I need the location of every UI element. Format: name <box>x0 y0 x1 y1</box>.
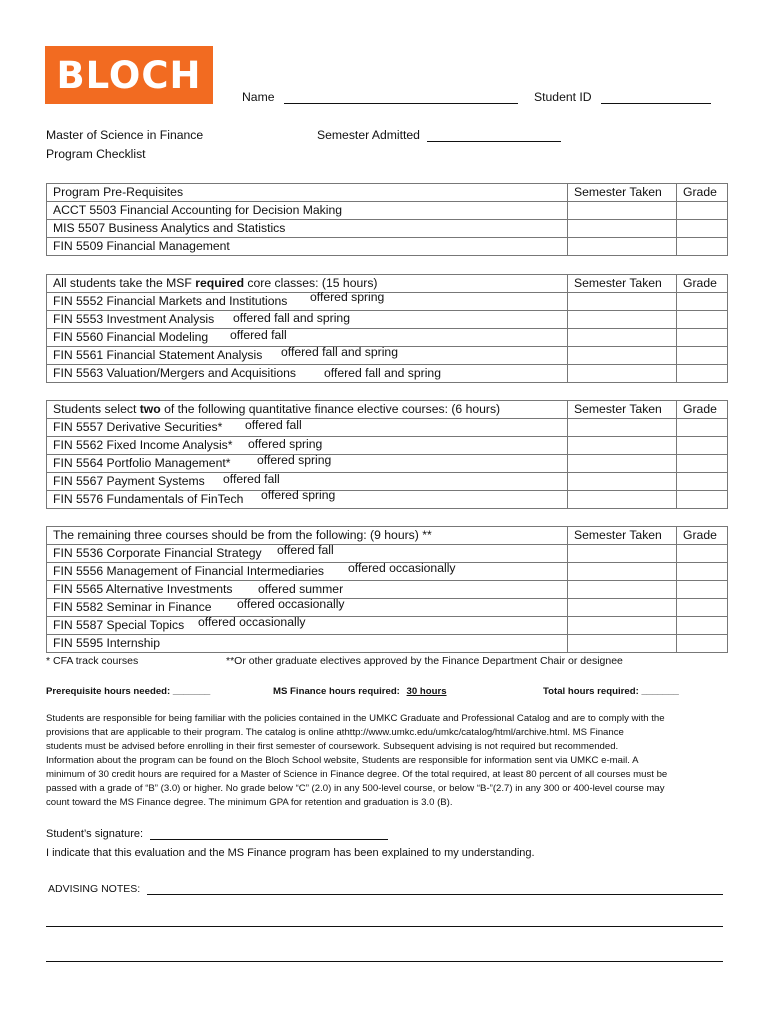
course-name: FIN 5595 Internship <box>47 635 568 653</box>
offering-note: offered spring <box>310 290 385 304</box>
offering-note: offered spring <box>257 453 332 467</box>
course-name: FIN 5562 Fixed Income Analysis* <box>47 437 568 455</box>
policy-line: count toward the MS Finance degree. The minimum GPA for retention and graduation is 3.0 (B). <box>46 797 453 808</box>
semester-admitted-blank[interactable] <box>427 141 561 142</box>
semester-cell[interactable] <box>568 473 677 491</box>
semester-taken-header: Semester Taken <box>568 184 677 202</box>
semester-cell[interactable] <box>568 491 677 509</box>
semester-admitted-field[interactable] <box>317 128 561 142</box>
grade-cell[interactable] <box>677 329 728 347</box>
grade-header: Grade <box>677 401 728 419</box>
table-row <box>47 635 728 653</box>
table-row <box>47 545 728 563</box>
advising-notes-field[interactable] <box>48 883 723 895</box>
table-row <box>47 220 728 238</box>
course-name: FIN 5552 Financial Markets and Institutions <box>47 293 568 311</box>
semester-cell[interactable] <box>568 293 677 311</box>
semester-cell[interactable] <box>568 329 677 347</box>
offering-note: offered spring <box>261 488 336 502</box>
advising-notes-line[interactable] <box>46 961 723 962</box>
offering-note: offered occasionally <box>348 561 456 575</box>
semester-cell[interactable] <box>568 202 677 220</box>
table-row <box>47 473 728 491</box>
offering-note: offered fall <box>245 418 302 432</box>
grade-cell[interactable] <box>677 473 728 491</box>
signature-blank[interactable] <box>150 839 388 840</box>
student-id-blank[interactable] <box>601 103 711 104</box>
table-header-row <box>47 275 728 293</box>
signature-field[interactable] <box>46 828 388 840</box>
policy-line: Students are responsible for being familiar with the policies contained in the UMKC Graduate and Professional Catalog and are to comply with the <box>46 713 665 724</box>
grade-cell[interactable] <box>677 347 728 365</box>
semester-cell[interactable] <box>568 635 677 653</box>
table-header-row <box>47 527 728 545</box>
course-name: FIN 5567 Payment Systems <box>47 473 568 491</box>
grade-cell[interactable] <box>677 599 728 617</box>
grade-header: Grade <box>677 275 728 293</box>
table-row <box>47 455 728 473</box>
table-header-row <box>47 184 728 202</box>
table-row <box>47 202 728 220</box>
semester-cell[interactable] <box>568 347 677 365</box>
offering-note: offered fall <box>277 543 334 557</box>
course-name: FIN 5556 Management of Financial Intermediaries <box>47 563 568 581</box>
quant-electives-table <box>46 400 728 509</box>
offering-note: offered occasionally <box>198 615 306 629</box>
offering-note: offered fall and spring <box>281 345 398 359</box>
total-hours <box>543 686 679 697</box>
section-heading: All students take the MSF required core classes: (15 hours) <box>47 275 568 293</box>
prereq-hours-blank[interactable]: _______ <box>172 686 211 697</box>
signature-label: Student’s signature: <box>46 828 144 840</box>
course-name: FIN 5564 Portfolio Management* <box>47 455 568 473</box>
course-name: FIN 5587 Special Topics <box>47 617 568 635</box>
semester-cell[interactable] <box>568 437 677 455</box>
course-name: MIS 5507 Business Analytics and Statistics <box>47 220 568 238</box>
total-hours-label: Total hours required: <box>543 686 639 697</box>
table-row <box>47 599 728 617</box>
grade-cell[interactable] <box>677 311 728 329</box>
advising-notes-blank[interactable] <box>147 894 723 895</box>
offering-note: offered fall and spring <box>324 366 441 380</box>
grade-cell[interactable] <box>677 635 728 653</box>
grade-cell[interactable] <box>677 581 728 599</box>
semester-cell[interactable] <box>568 220 677 238</box>
semester-cell[interactable] <box>568 238 677 256</box>
prerequisites-table <box>46 183 728 256</box>
semester-taken-header: Semester Taken <box>568 527 677 545</box>
advising-notes-label: ADVISING NOTES: <box>48 883 141 895</box>
course-name: FIN 5509 Financial Management <box>47 238 568 256</box>
table-row <box>47 491 728 509</box>
total-hours-blank[interactable]: _______ <box>641 686 679 697</box>
semester-cell[interactable] <box>568 599 677 617</box>
student-id-label: Student ID <box>534 90 592 104</box>
table-row <box>47 329 728 347</box>
prereq-hours <box>46 686 210 697</box>
semester-taken-header: Semester Taken <box>568 275 677 293</box>
course-name: FIN 5561 Financial Statement Analysis <box>47 347 568 365</box>
policy-line: minimum of 30 credit hours are required for a Master of Science in Finance degree. Of the total required, at least 80 percent of all courses must be <box>46 769 668 780</box>
prereq-hours-label: Prerequisite hours needed: <box>46 686 171 697</box>
grade-cell[interactable] <box>677 491 728 509</box>
ms-hours <box>273 686 447 697</box>
name-blank[interactable] <box>284 103 518 104</box>
semester-taken-header: Semester Taken <box>568 401 677 419</box>
semester-cell[interactable] <box>568 419 677 437</box>
semester-cell[interactable] <box>568 311 677 329</box>
offering-note: offered fall <box>223 472 280 486</box>
grade-cell[interactable] <box>677 220 728 238</box>
course-name: FIN 5536 Corporate Financial Strategy <box>47 545 568 563</box>
course-name: FIN 5553 Investment Analysis <box>47 311 568 329</box>
ms-hours-value: 30 hours <box>406 686 447 697</box>
semester-cell[interactable] <box>568 563 677 581</box>
name-field[interactable] <box>242 90 518 104</box>
policy-line: provisions that are applicable to their program. The catalog is online athttp://www.umkc.edu/umkc/catalog/html/archive.html. MS Finance <box>46 727 624 738</box>
course-name: FIN 5563 Valuation/Mergers and Acquisitions <box>47 365 568 383</box>
table-row <box>47 311 728 329</box>
grade-cell[interactable] <box>677 437 728 455</box>
semester-cell[interactable] <box>568 545 677 563</box>
semester-cell[interactable] <box>568 455 677 473</box>
course-name: FIN 5565 Alternative Investments <box>47 581 568 599</box>
table-row <box>47 617 728 635</box>
semester-admitted-label: Semester Admitted <box>317 128 420 142</box>
grade-cell[interactable] <box>677 563 728 581</box>
remaining-electives-table <box>46 526 728 653</box>
course-name: FIN 5560 Financial Modeling <box>47 329 568 347</box>
other-electives-footnote: **Or other graduate electives approved by the Finance Department Chair or designee <box>226 655 623 667</box>
page-title-line2: Program Checklist <box>46 147 146 161</box>
bloch-logo: BLOCH <box>45 46 213 104</box>
name-label: Name <box>242 90 275 104</box>
grade-cell[interactable] <box>677 419 728 437</box>
course-name: ACCT 5503 Financial Accounting for Decision Making <box>47 202 568 220</box>
table-row <box>47 581 728 599</box>
table-row <box>47 437 728 455</box>
section-heading: Program Pre-Requisites <box>47 184 568 202</box>
grade-cell[interactable] <box>677 202 728 220</box>
grade-cell[interactable] <box>677 365 728 383</box>
advising-notes-line[interactable] <box>46 926 723 927</box>
course-name: FIN 5582 Seminar in Finance <box>47 599 568 617</box>
policy-paragraph <box>46 712 726 810</box>
grade-header: Grade <box>677 527 728 545</box>
table-row <box>47 419 728 437</box>
course-name: FIN 5576 Fundamentals of FinTech <box>47 491 568 509</box>
offering-note: offered occasionally <box>237 597 345 611</box>
semester-cell[interactable] <box>568 365 677 383</box>
ms-hours-label: MS Finance hours required: <box>273 686 400 697</box>
section-heading: The remaining three courses should be from the following: (9 hours) ** <box>47 527 568 545</box>
table-row <box>47 238 728 256</box>
section-heading: Students select two of the following quantitative finance elective courses: (6 hours) <box>47 401 568 419</box>
policy-line: Information about the program can be found on the Bloch School website, Students are responsible for information sent via UMKC e-mail. A <box>46 755 639 766</box>
page-title-line1: Master of Science in Finance <box>46 128 204 142</box>
grade-cell[interactable] <box>677 455 728 473</box>
cfa-footnote: * CFA track courses <box>46 655 139 667</box>
table-row <box>47 293 728 311</box>
semester-cell[interactable] <box>568 581 677 599</box>
offering-note: offered spring <box>248 437 323 451</box>
student-id-field[interactable] <box>534 90 711 104</box>
table-header-row <box>47 401 728 419</box>
policy-line: students must be advised before enrolling in their first semester of coursework. Subsequent advising is not required but recommended. <box>46 741 619 752</box>
grade-header: Grade <box>677 184 728 202</box>
offering-note: offered fall <box>230 328 287 342</box>
grade-cell[interactable] <box>677 238 728 256</box>
grade-cell[interactable] <box>677 293 728 311</box>
course-name: FIN 5557 Derivative Securities* <box>47 419 568 437</box>
offering-note: offered summer <box>258 582 344 596</box>
semester-cell[interactable] <box>568 617 677 635</box>
policy-line: passed with a grade of “B” (3.0) or higher. No grade below “C” (2.0) in any 500-level course, or below “B-”(2.7) in any 300 or 400-level course may <box>46 783 665 794</box>
grade-cell[interactable] <box>677 617 728 635</box>
grade-cell[interactable] <box>677 545 728 563</box>
signature-statement: I indicate that this evaluation and the MS Finance program has been explained to my understanding. <box>46 847 535 859</box>
offering-note: offered fall and spring <box>233 311 350 325</box>
